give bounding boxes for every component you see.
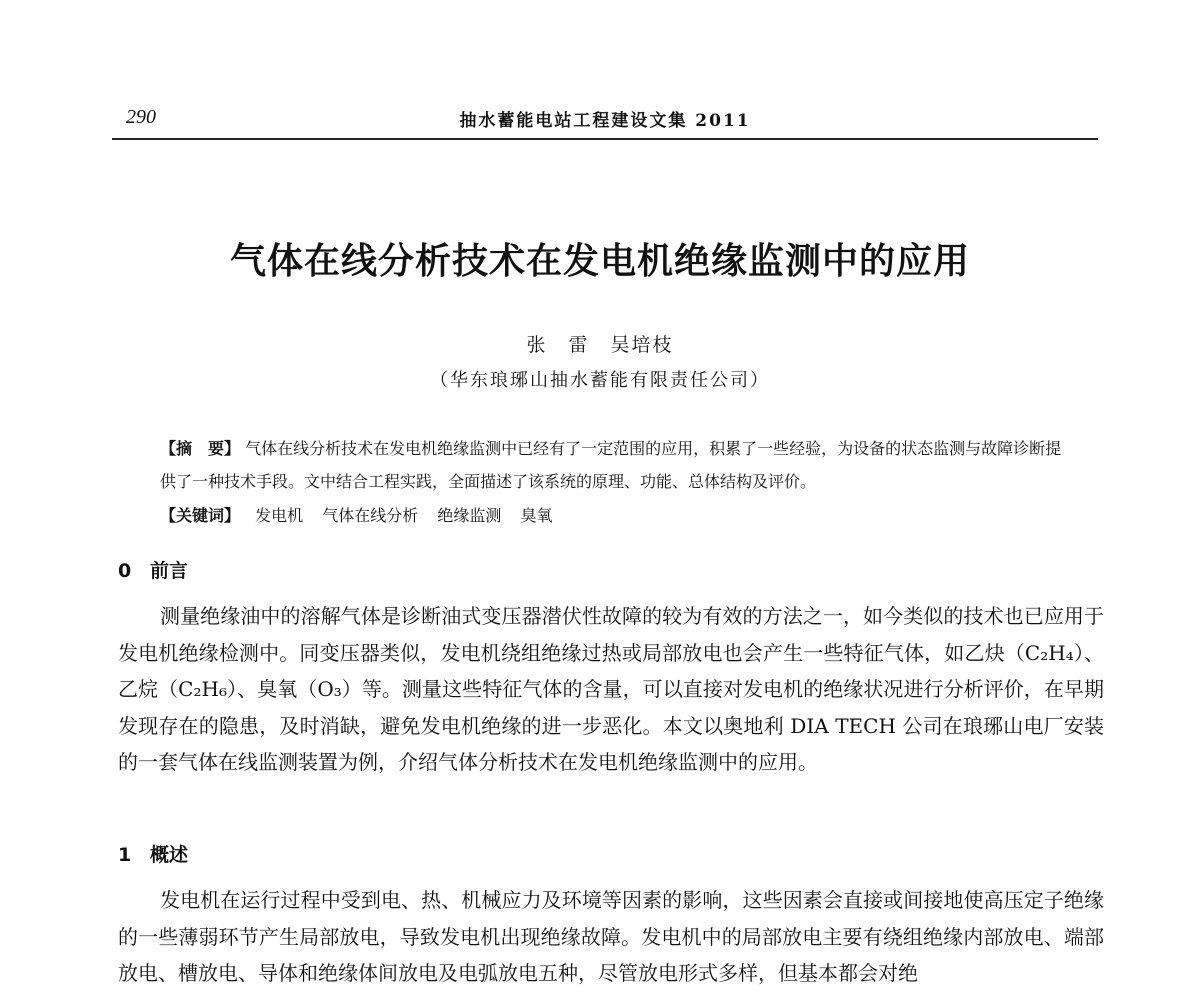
keyword: 绝缘监测: [437, 506, 502, 525]
paragraph-preface: 测量绝缘油中的溶解气体是诊断油式变压器潜伏性故障的较为有效的方法之一，如今类似的技术也已应用于发电机绝缘检测中。同变压器类似，发电机绕组绝缘过热或局部放电也会产生一些特征气体，如乙炔（C₂H₄）、乙烷（C₂H₆）、臭氧（O₃）等。测量这些特征气体的含量，可以直接对发电机的绝缘状况进行分析评价，在早期发现存在的隐患，及时消缺，避免发电机绝缘的进一步恶化。本文以奥地利 DIA TECH 公司在琅琊山电厂安装的一套气体在线监测装置为例，介绍气体分析技术在发电机绝缘监测中的应用。: [118, 604, 1104, 774]
header-rule: [112, 138, 1098, 140]
keywords: [160, 502, 1070, 530]
section-heading-preface: [118, 556, 188, 583]
keywords-label: 【关键词】: [160, 506, 241, 525]
keyword: 气体在线分析: [322, 506, 419, 525]
abstract-label: 【摘 要】: [160, 439, 241, 458]
abstract: [160, 432, 1070, 498]
journal-title: 抽水蓄能电站工程建设文集 2011: [459, 111, 751, 131]
keyword: 发电机: [255, 506, 304, 525]
abstract-text: 气体在线分析技术在发电机绝缘监测中已经有了一定范围的应用，积累了一些经验，为设备的状态监测与故障诊断提供了一种技术手段。文中结合工程实践，全面描述了该系统的原理、功能、总体结构及评价。: [160, 439, 1062, 491]
authors: 张 雷 吴培枝: [526, 334, 674, 356]
article-title: 气体在线分析技术在发电机绝缘监测中的应用: [229, 241, 970, 282]
page-number: 290: [126, 106, 156, 128]
section-number: 0: [118, 560, 132, 582]
running-header: [112, 104, 1098, 136]
paragraph-overview: 发电机在运行过程中受到电、热、机械应力及环境等因素的影响，这些因素会直接或间接地使高压定子绝缘的一些薄弱环节产生局部放电，导致发电机出现绝缘故障。发电机中的局部放电主要有绕组绝缘内部放电、端部放电、槽放电、导体和绝缘体间放电及电弧放电五种，尽管放电形式多样，但基本都会对绝: [118, 888, 1104, 985]
keyword: 臭氧: [520, 506, 553, 525]
section-number: 1: [118, 844, 132, 866]
section-heading-overview: [118, 840, 188, 867]
affiliation: （华东琅琊山抽水蓄能有限责任公司）: [430, 370, 770, 391]
section-title: 概述: [150, 844, 189, 866]
section-title: 前言: [150, 560, 189, 582]
